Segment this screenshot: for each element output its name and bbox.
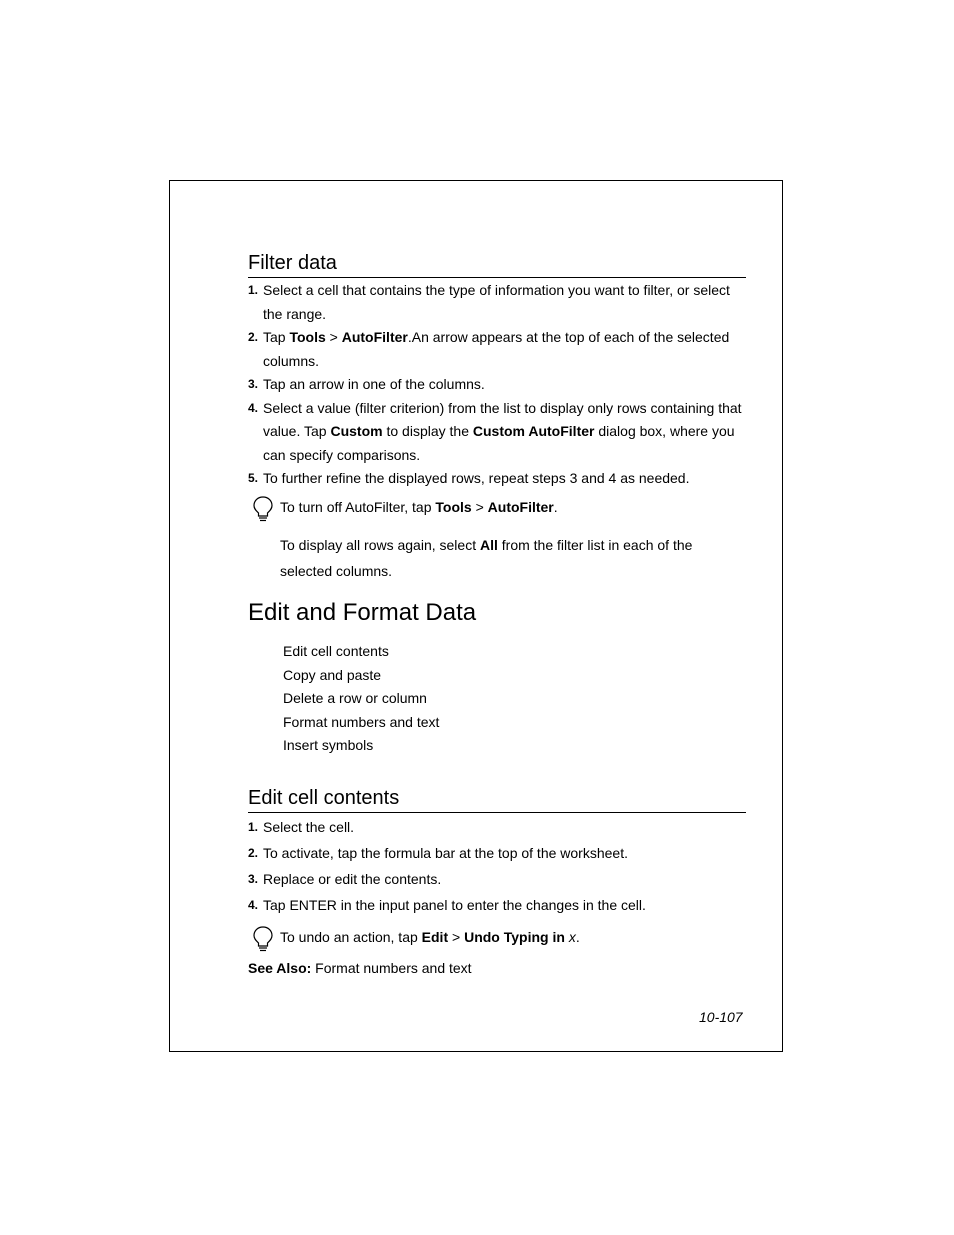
tip-segment: Edit [421,929,449,945]
tip-segment: AutoFilter [487,499,554,515]
step-text [263,329,729,369]
step-text-segment: Tap an arrow in one of the columns. [263,376,485,392]
step-text-segment: > [325,329,342,345]
step-text-segment: Tools [289,329,326,345]
step-text-segment: To further refine the displayed rows, repeat steps 3 and 4 as needed. [263,470,690,486]
step-text-segment: Select the cell. [263,819,355,835]
tip-segment: To turn off AutoFilter, tap [280,499,436,515]
see-also [248,960,472,976]
note-segment: from the filter list in each of the selected columns. [280,537,693,579]
edit-cell-step-4 [248,895,746,915]
step-text-segment: Tap [263,329,290,345]
step-text-segment: Tap ENTER in the input panel to enter the changes in the cell. [263,897,646,913]
step-text-segment: Custom [330,423,383,439]
note-segment: All [480,537,498,553]
filter-data-heading: Filter data [248,251,746,278]
filter-steps-container [248,279,746,491]
step-text-segment: Custom AutoFilter [472,423,595,439]
step-number: 2. [248,330,259,344]
filter-step-1 [248,279,746,326]
page-number: 10-107 [699,1009,743,1025]
step-text [263,819,354,835]
step-text [263,897,646,913]
filter-step-2 [248,326,746,373]
step-text-segment: Replace or edit the contents. [263,871,442,887]
display-all-rows-note [280,532,730,584]
step-number: 1. [248,820,259,834]
step-number: 5. [248,471,259,485]
edit-format-topics-list [283,640,439,758]
autofilter-tip-text [280,499,558,515]
step-text-segment: To activate, tap the formula bar at the top of the worksheet. [263,845,628,861]
step-text-segment: .An arrow appears at the top of each of the selected columns. [263,329,730,369]
filter-step-5 [248,467,746,491]
step-text [263,376,485,392]
see-also-link[interactable]: Format numbers and text [311,960,472,976]
edit-cell-steps-list [248,817,746,915]
step-text-segment: AutoFilter [341,329,408,345]
topic-link-5[interactable]: Insert symbols [283,737,374,753]
edit-cell-step-2 [248,843,746,863]
step-text [263,871,441,887]
filter-steps-list [248,279,746,491]
filter-step-4 [248,397,746,468]
edit-format-heading: Edit and Format Data [248,599,477,626]
tip-segment: Undo Typing in [464,929,565,945]
step-text-segment: Select a cell that contains the type of information you want to filter, or select the range. [263,282,730,322]
tip-segment: . [553,499,558,515]
topic-link-4[interactable]: Format numbers and text [283,713,440,730]
step-text [263,470,690,486]
step-number: 4. [248,898,259,912]
edit-cell-steps-container [248,817,746,921]
tip-segment: > [448,929,465,945]
undo-tip-text [280,929,580,945]
see-also-label: See Also: [248,960,312,976]
step-number: 3. [248,872,259,886]
lightbulb-icon [252,925,274,953]
step-number: 3. [248,377,259,391]
step-text [263,400,742,463]
edit-cell-step-1 [248,817,746,837]
step-text-segment: to display the [382,423,473,439]
step-number: 2. [248,846,259,860]
edit-cell-step-3 [248,869,746,889]
tip-segment: > [471,499,488,515]
step-text [263,282,730,322]
lightbulb-icon [252,495,274,523]
edit-cell-heading: Edit cell contents [248,786,746,813]
tip-segment: Tools [435,499,472,515]
topic-link-3[interactable]: Delete a row or column [283,690,427,706]
step-text-segment: dialog box, where you can specify comparisons. [263,423,735,463]
step-number: 4. [248,400,259,415]
step-number: 1. [248,283,259,297]
tip-segment: To undo an action, tap [280,929,422,945]
step-text-segment: Select a value (filter criterion) from the list to display only rows containing that value. Tap [263,399,742,439]
topic-link-2[interactable]: Copy and paste [283,666,382,683]
topic-link-1[interactable]: Edit cell contents [283,643,389,659]
note-segment: To display all rows again, select [280,537,480,553]
tip-segment: . [575,929,580,945]
filter-step-3 [248,373,746,397]
tip-segment: x [568,929,576,945]
step-text [263,845,628,861]
